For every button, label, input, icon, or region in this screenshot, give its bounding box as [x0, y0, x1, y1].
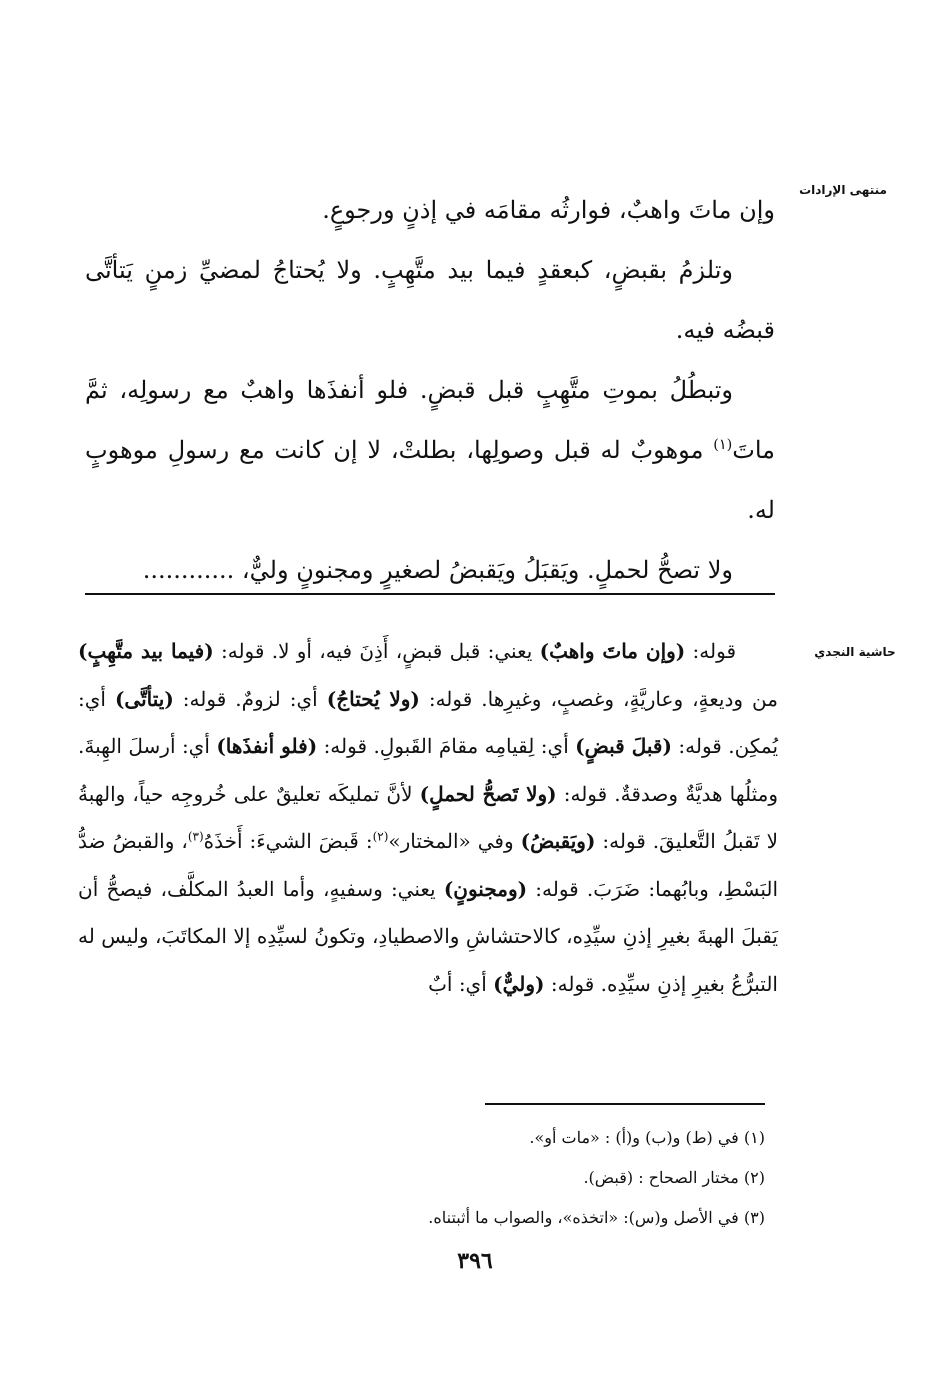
- commentary-text: [78, 628, 778, 1008]
- footnote-ref-1: (١): [713, 437, 733, 453]
- page-number: ٣٩٦: [457, 1248, 493, 1274]
- footnote-ref-3: (٣): [187, 829, 204, 844]
- main-text: [85, 180, 775, 600]
- commentary-segment: يعني: قبل قبضٍ، أَذِنَ فيه، أو لا. قوله:: [213, 639, 540, 663]
- commentary-quote: (قبلَ قبضٍ): [575, 734, 672, 758]
- main-paragraph-3: [85, 360, 775, 540]
- commentary-segment: أي: أبٌ: [428, 971, 494, 996]
- commentary-segment: أي: أرسلَ الهِبةَ. ومثلُها هديَّةٌ وصدقةٌ. قوله:: [78, 734, 778, 806]
- footnotes: [300, 1118, 765, 1238]
- commentary-quote: (فيما بيد متَّهِبٍ): [78, 639, 214, 663]
- commentary-quote: (ومجنونٍ): [443, 876, 528, 901]
- commentary-quote: (ويَقبضُ): [520, 829, 596, 853]
- main-paragraph-2: وتلزمُ بقبضٍ، كبعقدٍ فيما بيد متَّهِبٍ. ولا يُحتاجُ لمضيِّ زمنٍ يَتأتَّى قبضُه فيه.: [85, 256, 775, 344]
- commentary-segment: : قَبضَ الشيءَ: أَخذَهُ: [203, 829, 373, 853]
- main-paragraph-3-part-a: وتبطُلُ بموتِ متَّهِبٍ قبل قبضٍ. فلو أنفذَها واهبٌ مع رسولِه، ثمَّ ماتَ: [85, 376, 775, 464]
- main-paragraph-1: وإن ماتَ واهبٌ، فوارثُه مقامَه في إذنٍ ورجوعٍ.: [322, 196, 775, 224]
- footnote-3: (٣) في الأصل و(س): «اتخذه»، والصواب ما أثبتناه.: [428, 1208, 765, 1227]
- commentary-quote: (ولا تَصحُّ لحملٍ): [419, 781, 557, 806]
- main-text-divider: [85, 593, 775, 595]
- commentary-segment: ، والقبضُ ضدُّ البَسْطِ، وبابُهما: ضَرَبَ. قوله:: [78, 829, 779, 901]
- commentary-quote: (فلو أنفذَها): [216, 734, 318, 758]
- commentary-segment: أي: لِقيامِه مقامَ القَبولِ. قوله:: [317, 734, 576, 758]
- commentary-segment: من وديعةٍ، وعاريَّةٍ، وغصبٍ، وغيرِها. قوله:: [419, 686, 778, 711]
- commentary-segment: لأنَّ تمليكَه تعليقٌ على خُروجِه حياً، والهبةُ لا تَقبلُ التَّعليقَ. قوله:: [78, 781, 779, 853]
- commentary-segment: أي: لزومٌ. قوله:: [173, 686, 327, 711]
- side-label-top: منتهى الإرادات: [799, 183, 887, 197]
- main-paragraph-4-text: ولا تصحُّ لحملٍ. ويَقبَلُ ويَقبضُ لصغيرٍ ومجنونٍ وليٌّ،: [234, 556, 733, 584]
- footnote-2: (٢) مختار الصحاح : (قبض).: [583, 1168, 765, 1187]
- commentary-segment: يعني: وسفيهٍ، وأما العبدُ المكلَّف، فيصحُّ أن يَقبلَ الهبةَ بغيرِ إذنِ سيِّدِه، كالاحتشاشِ والاصطيادِ، وتكونُ لسيِّدِه إلا المكاتَبَ، وليس له التبرُّعُ بغيرِ إذنِ سيِّدِه. قوله:: [78, 876, 778, 996]
- commentary-segment: وفي «المختار»: [388, 829, 521, 853]
- commentary-segment: أي: يُمكِن. قوله:: [78, 686, 779, 758]
- commentary-paragraph: [78, 628, 778, 1008]
- commentary-segment: قوله:: [685, 639, 737, 663]
- commentary-quote: (يتأتَّى): [114, 686, 174, 711]
- commentary-quote: (وليٌّ): [493, 971, 545, 996]
- commentary-quote: (ولا يُحتاجُ): [326, 686, 420, 711]
- commentary-quote: (وإن ماتَ واهبٌ): [539, 639, 686, 663]
- ellipsis-dots: ............: [142, 556, 235, 584]
- footnote-1: (١) في (ط) و(ب) و(أ) : «مات أو».: [529, 1128, 765, 1147]
- footnote-divider: [485, 1103, 765, 1105]
- main-paragraph-4: [85, 540, 775, 600]
- side-label-bottom: حاشية النجدي: [814, 645, 896, 659]
- footnote-ref-2: (٢): [372, 829, 389, 844]
- main-paragraph-3-part-b: موهوبٌ له قبل وصولِها، بطلتْ، لا إن كانت مع رسولِ موهوبٍ له.: [85, 436, 775, 524]
